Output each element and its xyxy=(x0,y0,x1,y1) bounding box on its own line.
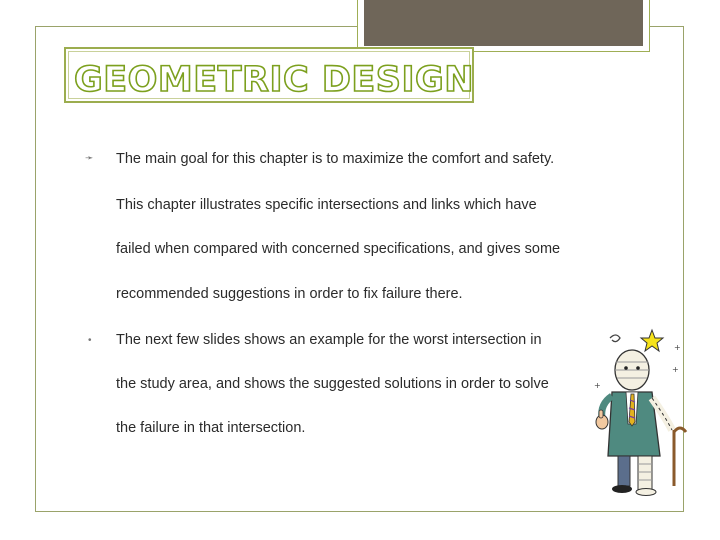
bullet-2-line-2: the study area, and shows the suggested solutions in order to solve xyxy=(116,376,549,392)
bullet-1-line-3: failed when compared with concerned specifications, and gives some xyxy=(116,241,561,257)
bullet-2-line-1: The next few slides shows an example for the worst intersection in xyxy=(116,332,542,348)
svg-text:+: + xyxy=(672,365,679,374)
svg-text:+: + xyxy=(594,381,601,390)
bullet-1-line-4: recommended suggestions in order to fix failure there. xyxy=(116,286,463,302)
slide-title: GEOMETRIC DESIGN xyxy=(74,60,475,100)
bullet-2-line-3: the failure in that intersection. xyxy=(116,420,306,436)
injured-bandaged-man-with-cane-icon xyxy=(590,326,696,496)
bullet-1-line-2: This chapter illustrates specific intersections and links which have xyxy=(116,197,537,213)
corner-decoration-fill xyxy=(364,0,643,46)
bullet-1-line-1: The main goal for this chapter is to maximize the comfort and safety. xyxy=(116,151,555,167)
dot-bullet-icon: • xyxy=(88,335,92,346)
svg-text:+: + xyxy=(674,343,681,352)
arrow-bullet-icon: ➛ xyxy=(85,153,94,164)
